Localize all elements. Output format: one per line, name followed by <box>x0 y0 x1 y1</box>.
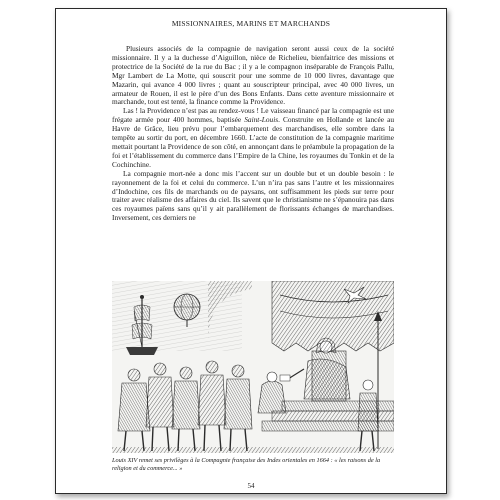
running-head: MISSIONNAIRES, MARINS ET MARCHANDS <box>171 19 331 28</box>
figure-caption: Louis XIV remet ses privilèges à la Compagnie française des Indes orientales en 1664 : « les raisons de la religion et du commerce... » <box>112 457 381 472</box>
body-text <box>112 45 394 223</box>
canopy-drawing <box>272 281 394 351</box>
engraving-drawing <box>112 281 394 453</box>
paragraph-2-end: . Construite en Hollande et lancée au Havre de Grâce, lieu prévu pour l’embarquement des marchandises, elle sombre dans la tempête au sortir du port, en décembre 1660. L’acte de constitution de la compagnie maritime mettait pourtant la Providence de son côté, en annonçant dans le préambule la propagation de la foi et l’établissement du commerce dans l’Empire de la Chine, les royaumes du Tonkin et de la Cochinchine. <box>112 115 394 169</box>
paragraph-2 <box>112 107 394 169</box>
engraving-illustration <box>112 281 394 453</box>
paragraph-3: La compagnie mort-née a donc mis l’accent sur un double but et un double besoin : le rayonnement de la foi et celui du commerce. L’un n’ira pas sans l’autre et les missionnaires d’Indochine, ces fils de marchands ou de paysans, ont suffisamment les pieds sur terre pour traiter avec réalisme des affaires du ciel. Ils savent que le christianisme ne s’épanouira pas dans ces royaumes païens sans qu’il y ait parallèlement de florissants échanges de marchandises. Inversement, ces derniers ne <box>112 168 394 223</box>
floor-drawing <box>112 447 394 453</box>
book-page <box>55 8 447 494</box>
paragraph-2-start: Las ! la Providence n’est pas au rendez-vous ! Le vaisseau financé par la compagnie est une frégate armée pour 400 hommes, baptisée <box>112 106 394 125</box>
ship-name: Saint-Louis <box>244 115 279 125</box>
page-number: 54 <box>247 482 255 490</box>
paragraph-1: Plusieurs associés de la compagnie de navigation seront aussi ceux de la société missionnaire. Il y a la duchesse d’Aiguillon, nièce de Richelieu, bienfaitrice des missions et protectrice de la Société de la rue du Bac ; il y a le compagnon inséparable de François Pallu, Mgr Lambert de La Motte, qui souscrit pour une somme de 10 000 livres, davantage que Mazarin, qui avance 4 000 livres ; quant au souscripteur principal, avec 40 000 livres, un armateur de Rouen, il est le père d’un des Bons Enfants. Dans cette aventure missionnaire et marchande, tout est tenté, la finance comme la Providence. <box>112 44 394 107</box>
